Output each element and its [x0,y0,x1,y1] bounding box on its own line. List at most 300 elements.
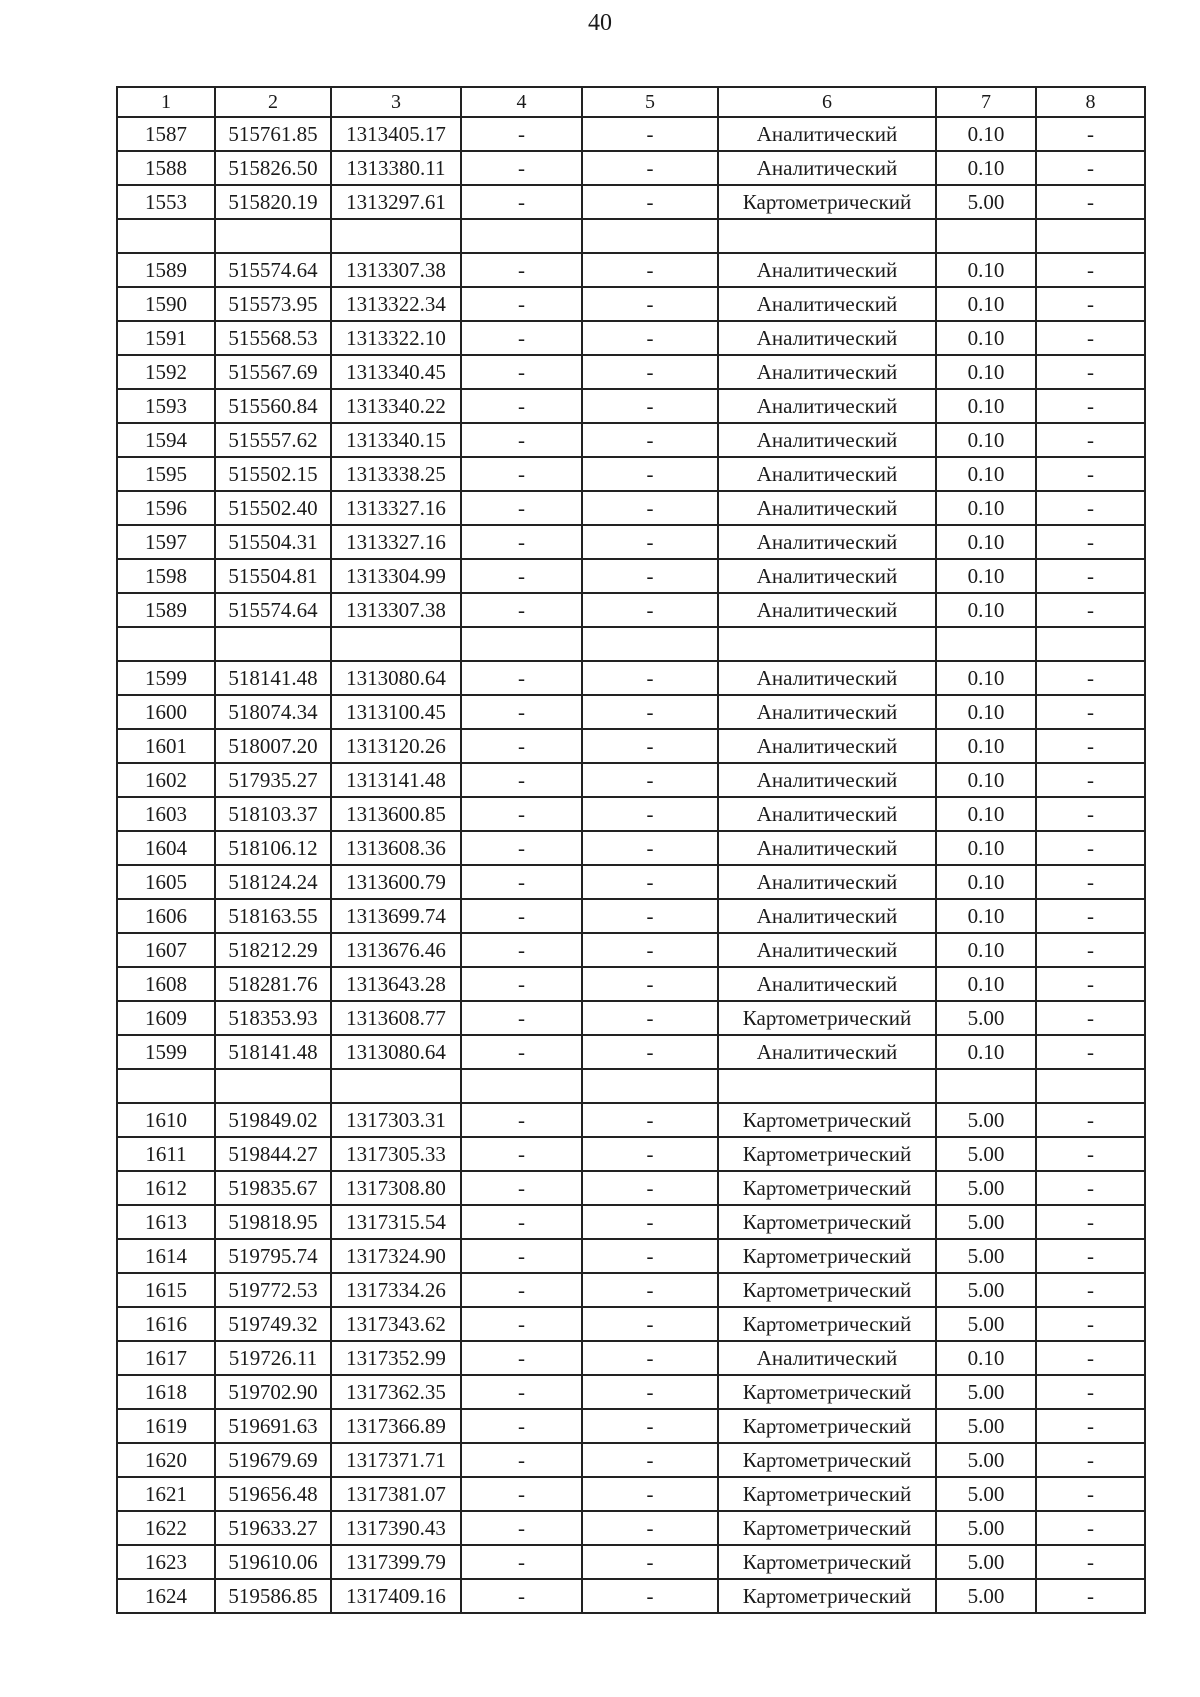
y-coordinate-cell: 1317308.80 [331,1171,461,1205]
point-number-cell: 1616 [117,1307,215,1341]
col8-cell: - [1036,1103,1145,1137]
col4-cell: - [461,1477,582,1511]
col5-cell: - [582,457,718,491]
point-number-cell: 1615 [117,1273,215,1307]
x-coordinate-cell [215,219,331,253]
y-coordinate-cell: 1313380.11 [331,151,461,185]
y-coordinate-cell: 1313322.10 [331,321,461,355]
col8-cell: - [1036,1511,1145,1545]
col5-cell: - [582,287,718,321]
y-coordinate-cell: 1313600.85 [331,797,461,831]
x-coordinate-cell: 515502.40 [215,491,331,525]
accuracy-cell: 5.00 [936,1307,1036,1341]
x-coordinate-cell: 515502.15 [215,457,331,491]
accuracy-cell: 5.00 [936,1579,1036,1613]
col8-cell: - [1036,1477,1145,1511]
y-coordinate-cell: 1317352.99 [331,1341,461,1375]
point-number-cell: 1601 [117,729,215,763]
x-coordinate-cell: 519610.06 [215,1545,331,1579]
accuracy-cell: 0.10 [936,763,1036,797]
col4-cell: - [461,1273,582,1307]
col8-cell: - [1036,253,1145,287]
col4-cell: - [461,1171,582,1205]
method-cell [718,627,936,661]
accuracy-cell: 0.10 [936,729,1036,763]
y-coordinate-cell: 1313307.38 [331,593,461,627]
y-coordinate-cell: 1313699.74 [331,899,461,933]
col5-cell: - [582,151,718,185]
table-row [117,1341,1145,1375]
point-number-cell: 1588 [117,151,215,185]
col4-cell: - [461,695,582,729]
point-number-cell: 1618 [117,1375,215,1409]
y-coordinate-cell: 1317334.26 [331,1273,461,1307]
point-number-cell: 1611 [117,1137,215,1171]
table-row [117,1171,1145,1205]
accuracy-cell: 0.10 [936,355,1036,389]
method-cell: Аналитический [718,695,936,729]
accuracy-cell: 5.00 [936,1171,1036,1205]
point-number-cell: 1609 [117,1001,215,1035]
table-body [117,117,1145,1613]
point-number-cell: 1605 [117,865,215,899]
col5-cell: - [582,797,718,831]
x-coordinate-cell: 515568.53 [215,321,331,355]
table-row [117,627,1145,661]
col5-cell: - [582,899,718,933]
col8-cell: - [1036,1375,1145,1409]
x-coordinate-cell: 518141.48 [215,661,331,695]
y-coordinate-cell [331,627,461,661]
method-cell: Аналитический [718,865,936,899]
table-row [117,1239,1145,1273]
method-cell [718,1069,936,1103]
x-coordinate-cell: 518124.24 [215,865,331,899]
table-row [117,1511,1145,1545]
col4-cell: - [461,1239,582,1273]
method-cell: Картометрический [718,1137,936,1171]
x-coordinate-cell: 515560.84 [215,389,331,423]
col8-cell: - [1036,355,1145,389]
col4-cell: - [461,1035,582,1069]
y-coordinate-cell: 1313405.17 [331,117,461,151]
col5-cell: - [582,1307,718,1341]
accuracy-cell: 0.10 [936,559,1036,593]
col4-cell: - [461,559,582,593]
col8-cell: - [1036,1239,1145,1273]
col8-cell: - [1036,1307,1145,1341]
col8-cell: - [1036,559,1145,593]
y-coordinate-cell: 1313080.64 [331,661,461,695]
point-number-cell: 1598 [117,559,215,593]
x-coordinate-cell: 519586.85 [215,1579,331,1613]
method-cell: Аналитический [718,763,936,797]
point-number-cell: 1553 [117,185,215,219]
col5-cell: - [582,1273,718,1307]
point-number-cell: 1623 [117,1545,215,1579]
col8-cell: - [1036,1001,1145,1035]
col4-cell [461,1069,582,1103]
method-cell: Аналитический [718,933,936,967]
y-coordinate-cell: 1313608.36 [331,831,461,865]
x-coordinate-cell: 519818.95 [215,1205,331,1239]
x-coordinate-cell: 518353.93 [215,1001,331,1035]
col8-cell: - [1036,831,1145,865]
col4-cell: - [461,321,582,355]
accuracy-cell: 5.00 [936,1137,1036,1171]
x-coordinate-cell: 519691.63 [215,1409,331,1443]
x-coordinate-cell: 518106.12 [215,831,331,865]
point-number-cell [117,219,215,253]
col8-cell: - [1036,1205,1145,1239]
y-coordinate-cell: 1317303.31 [331,1103,461,1137]
col4-cell: - [461,253,582,287]
col5-cell: - [582,491,718,525]
table-row [117,389,1145,423]
accuracy-cell: 0.10 [936,457,1036,491]
point-number-cell: 1614 [117,1239,215,1273]
y-coordinate-cell: 1317343.62 [331,1307,461,1341]
col8-cell: - [1036,287,1145,321]
y-coordinate-cell: 1317305.33 [331,1137,461,1171]
point-number-cell: 1592 [117,355,215,389]
x-coordinate-cell: 515504.31 [215,525,331,559]
point-number-cell: 1590 [117,287,215,321]
accuracy-cell: 5.00 [936,1409,1036,1443]
point-number-cell: 1591 [117,321,215,355]
table-row [117,1035,1145,1069]
method-cell: Аналитический [718,457,936,491]
col5-cell: - [582,1341,718,1375]
method-cell: Аналитический [718,559,936,593]
col4-cell: - [461,151,582,185]
x-coordinate-cell: 519795.74 [215,1239,331,1273]
col4-cell: - [461,899,582,933]
accuracy-cell: 0.10 [936,899,1036,933]
accuracy-cell: 0.10 [936,1035,1036,1069]
col5-cell: - [582,763,718,797]
col4-cell: - [461,525,582,559]
col8-cell: - [1036,1137,1145,1171]
table-row [117,1409,1145,1443]
accuracy-cell: 0.10 [936,321,1036,355]
col8-cell: - [1036,457,1145,491]
y-coordinate-cell: 1317409.16 [331,1579,461,1613]
x-coordinate-cell: 515761.85 [215,117,331,151]
point-number-cell: 1587 [117,117,215,151]
col4-cell: - [461,831,582,865]
col5-cell: - [582,1579,718,1613]
col8-cell: - [1036,491,1145,525]
point-number-cell: 1602 [117,763,215,797]
method-cell: Картометрический [718,1545,936,1579]
col4-cell: - [461,797,582,831]
y-coordinate-cell: 1313340.22 [331,389,461,423]
point-number-cell: 1619 [117,1409,215,1443]
table-row [117,1205,1145,1239]
point-number-cell: 1604 [117,831,215,865]
y-coordinate-cell: 1313643.28 [331,967,461,1001]
col8-cell: - [1036,763,1145,797]
point-number-cell: 1607 [117,933,215,967]
method-cell: Аналитический [718,1035,936,1069]
col5-cell: - [582,1511,718,1545]
x-coordinate-cell: 519726.11 [215,1341,331,1375]
table-row [117,1069,1145,1103]
col8-cell: - [1036,185,1145,219]
y-coordinate-cell: 1313307.38 [331,253,461,287]
method-cell: Аналитический [718,491,936,525]
col5-cell: - [582,1137,718,1171]
accuracy-cell: 5.00 [936,1273,1036,1307]
x-coordinate-cell: 515573.95 [215,287,331,321]
col8-cell: - [1036,117,1145,151]
accuracy-cell: 0.10 [936,151,1036,185]
table-row [117,1375,1145,1409]
y-coordinate-cell: 1317390.43 [331,1511,461,1545]
x-coordinate-cell: 519835.67 [215,1171,331,1205]
col5-cell: - [582,1001,718,1035]
col5-cell: - [582,389,718,423]
col4-cell: - [461,865,582,899]
col5-cell: - [582,321,718,355]
x-coordinate-cell: 519656.48 [215,1477,331,1511]
x-coordinate-cell: 518141.48 [215,1035,331,1069]
point-number-cell: 1620 [117,1443,215,1477]
accuracy-cell: 5.00 [936,185,1036,219]
col4-cell: - [461,763,582,797]
col5-cell: - [582,1545,718,1579]
x-coordinate-cell: 515574.64 [215,253,331,287]
accuracy-cell: 0.10 [936,117,1036,151]
y-coordinate-cell: 1313141.48 [331,763,461,797]
col4-cell: - [461,1443,582,1477]
table-row [117,1137,1145,1171]
column-header: 6 [718,87,936,117]
col5-cell: - [582,1205,718,1239]
x-coordinate-cell: 518163.55 [215,899,331,933]
col4-cell: - [461,661,582,695]
method-cell [718,219,936,253]
method-cell: Аналитический [718,729,936,763]
col4-cell: - [461,1409,582,1443]
y-coordinate-cell: 1313340.45 [331,355,461,389]
method-cell: Аналитический [718,899,936,933]
col4-cell: - [461,355,582,389]
column-header: 4 [461,87,582,117]
x-coordinate-cell: 518281.76 [215,967,331,1001]
table-row [117,593,1145,627]
col8-cell: - [1036,525,1145,559]
method-cell: Картометрический [718,1273,936,1307]
page-number: 40 [588,10,612,36]
accuracy-cell: 0.10 [936,797,1036,831]
col5-cell: - [582,1035,718,1069]
col8-cell [1036,627,1145,661]
x-coordinate-cell: 518074.34 [215,695,331,729]
table-row [117,321,1145,355]
column-header: 3 [331,87,461,117]
method-cell: Картометрический [718,1001,936,1035]
point-number-cell: 1608 [117,967,215,1001]
method-cell: Картометрический [718,1443,936,1477]
point-number-cell: 1589 [117,593,215,627]
col4-cell: - [461,457,582,491]
col4-cell: - [461,967,582,1001]
column-header: 7 [936,87,1036,117]
col8-cell: - [1036,423,1145,457]
point-number-cell [117,627,215,661]
accuracy-cell: 0.10 [936,831,1036,865]
col4-cell: - [461,1579,582,1613]
col4-cell [461,627,582,661]
col4-cell: - [461,1375,582,1409]
table-row [117,1443,1145,1477]
col5-cell: - [582,1409,718,1443]
col8-cell: - [1036,899,1145,933]
point-number-cell: 1597 [117,525,215,559]
accuracy-cell: 0.10 [936,253,1036,287]
table-row [117,729,1145,763]
point-number-cell: 1599 [117,1035,215,1069]
table-row [117,559,1145,593]
table-row [117,423,1145,457]
column-header: 1 [117,87,215,117]
y-coordinate-cell: 1313327.16 [331,491,461,525]
col5-cell: - [582,831,718,865]
method-cell: Картометрический [718,1375,936,1409]
col5-cell: - [582,1103,718,1137]
method-cell: Аналитический [718,797,936,831]
point-number-cell: 1624 [117,1579,215,1613]
col5-cell: - [582,1477,718,1511]
x-coordinate-cell [215,1069,331,1103]
point-number-cell: 1622 [117,1511,215,1545]
x-coordinate-cell: 518103.37 [215,797,331,831]
col8-cell: - [1036,695,1145,729]
col4-cell: - [461,423,582,457]
y-coordinate-cell: 1313304.99 [331,559,461,593]
table-row [117,1545,1145,1579]
accuracy-cell: 5.00 [936,1103,1036,1137]
col4-cell: - [461,1103,582,1137]
col5-cell: - [582,967,718,1001]
col5-cell: - [582,185,718,219]
table-row [117,1477,1145,1511]
col5-cell: - [582,729,718,763]
method-cell: Аналитический [718,593,936,627]
y-coordinate-cell: 1313297.61 [331,185,461,219]
method-cell: Картометрический [718,1205,936,1239]
table-row [117,797,1145,831]
x-coordinate-cell: 515557.62 [215,423,331,457]
accuracy-cell [936,627,1036,661]
col4-cell: - [461,1545,582,1579]
point-number-cell: 1612 [117,1171,215,1205]
x-coordinate-cell: 519772.53 [215,1273,331,1307]
col8-cell [1036,1069,1145,1103]
x-coordinate-cell: 518007.20 [215,729,331,763]
table-row [117,525,1145,559]
method-cell: Аналитический [718,1341,936,1375]
x-coordinate-cell: 515567.69 [215,355,331,389]
col4-cell: - [461,287,582,321]
method-cell: Аналитический [718,253,936,287]
method-cell: Аналитический [718,661,936,695]
table-row [117,117,1145,151]
col4-cell: - [461,1001,582,1035]
col8-cell: - [1036,321,1145,355]
y-coordinate-cell: 1317366.89 [331,1409,461,1443]
accuracy-cell: 5.00 [936,1477,1036,1511]
accuracy-cell: 5.00 [936,1443,1036,1477]
method-cell: Аналитический [718,389,936,423]
point-number-cell: 1589 [117,253,215,287]
point-number-cell: 1599 [117,661,215,695]
accuracy-cell: 5.00 [936,1375,1036,1409]
col5-cell: - [582,423,718,457]
x-coordinate-cell: 517935.27 [215,763,331,797]
col5-cell: - [582,253,718,287]
x-coordinate-cell: 518212.29 [215,933,331,967]
col8-cell: - [1036,389,1145,423]
table-row [117,1579,1145,1613]
table-row [117,933,1145,967]
accuracy-cell: 0.10 [936,525,1036,559]
col4-cell: - [461,933,582,967]
accuracy-cell: 0.10 [936,933,1036,967]
accuracy-cell: 0.10 [936,287,1036,321]
col8-cell: - [1036,1579,1145,1613]
table-row [117,253,1145,287]
accuracy-cell: 0.10 [936,593,1036,627]
x-coordinate-cell: 519633.27 [215,1511,331,1545]
method-cell: Аналитический [718,287,936,321]
table-row [117,287,1145,321]
method-cell: Картометрический [718,1103,936,1137]
table-row [117,695,1145,729]
point-number-cell: 1606 [117,899,215,933]
x-coordinate-cell: 519679.69 [215,1443,331,1477]
table-row [117,763,1145,797]
table-row [117,899,1145,933]
x-coordinate-cell: 519849.02 [215,1103,331,1137]
table-row [117,491,1145,525]
col8-cell: - [1036,1171,1145,1205]
col8-cell: - [1036,1409,1145,1443]
col4-cell: - [461,593,582,627]
accuracy-cell [936,219,1036,253]
table-header-row [117,87,1145,117]
x-coordinate-cell: 519844.27 [215,1137,331,1171]
col5-cell: - [582,661,718,695]
method-cell: Картометрический [718,1171,936,1205]
col4-cell: - [461,389,582,423]
point-number-cell [117,1069,215,1103]
col8-cell [1036,219,1145,253]
y-coordinate-cell: 1317362.35 [331,1375,461,1409]
col5-cell: - [582,933,718,967]
table-row [117,1307,1145,1341]
method-cell: Картометрический [718,1409,936,1443]
table-row [117,185,1145,219]
method-cell: Аналитический [718,151,936,185]
accuracy-cell: 0.10 [936,695,1036,729]
method-cell: Аналитический [718,423,936,457]
col5-cell: - [582,593,718,627]
method-cell: Аналитический [718,525,936,559]
column-header: 8 [1036,87,1145,117]
